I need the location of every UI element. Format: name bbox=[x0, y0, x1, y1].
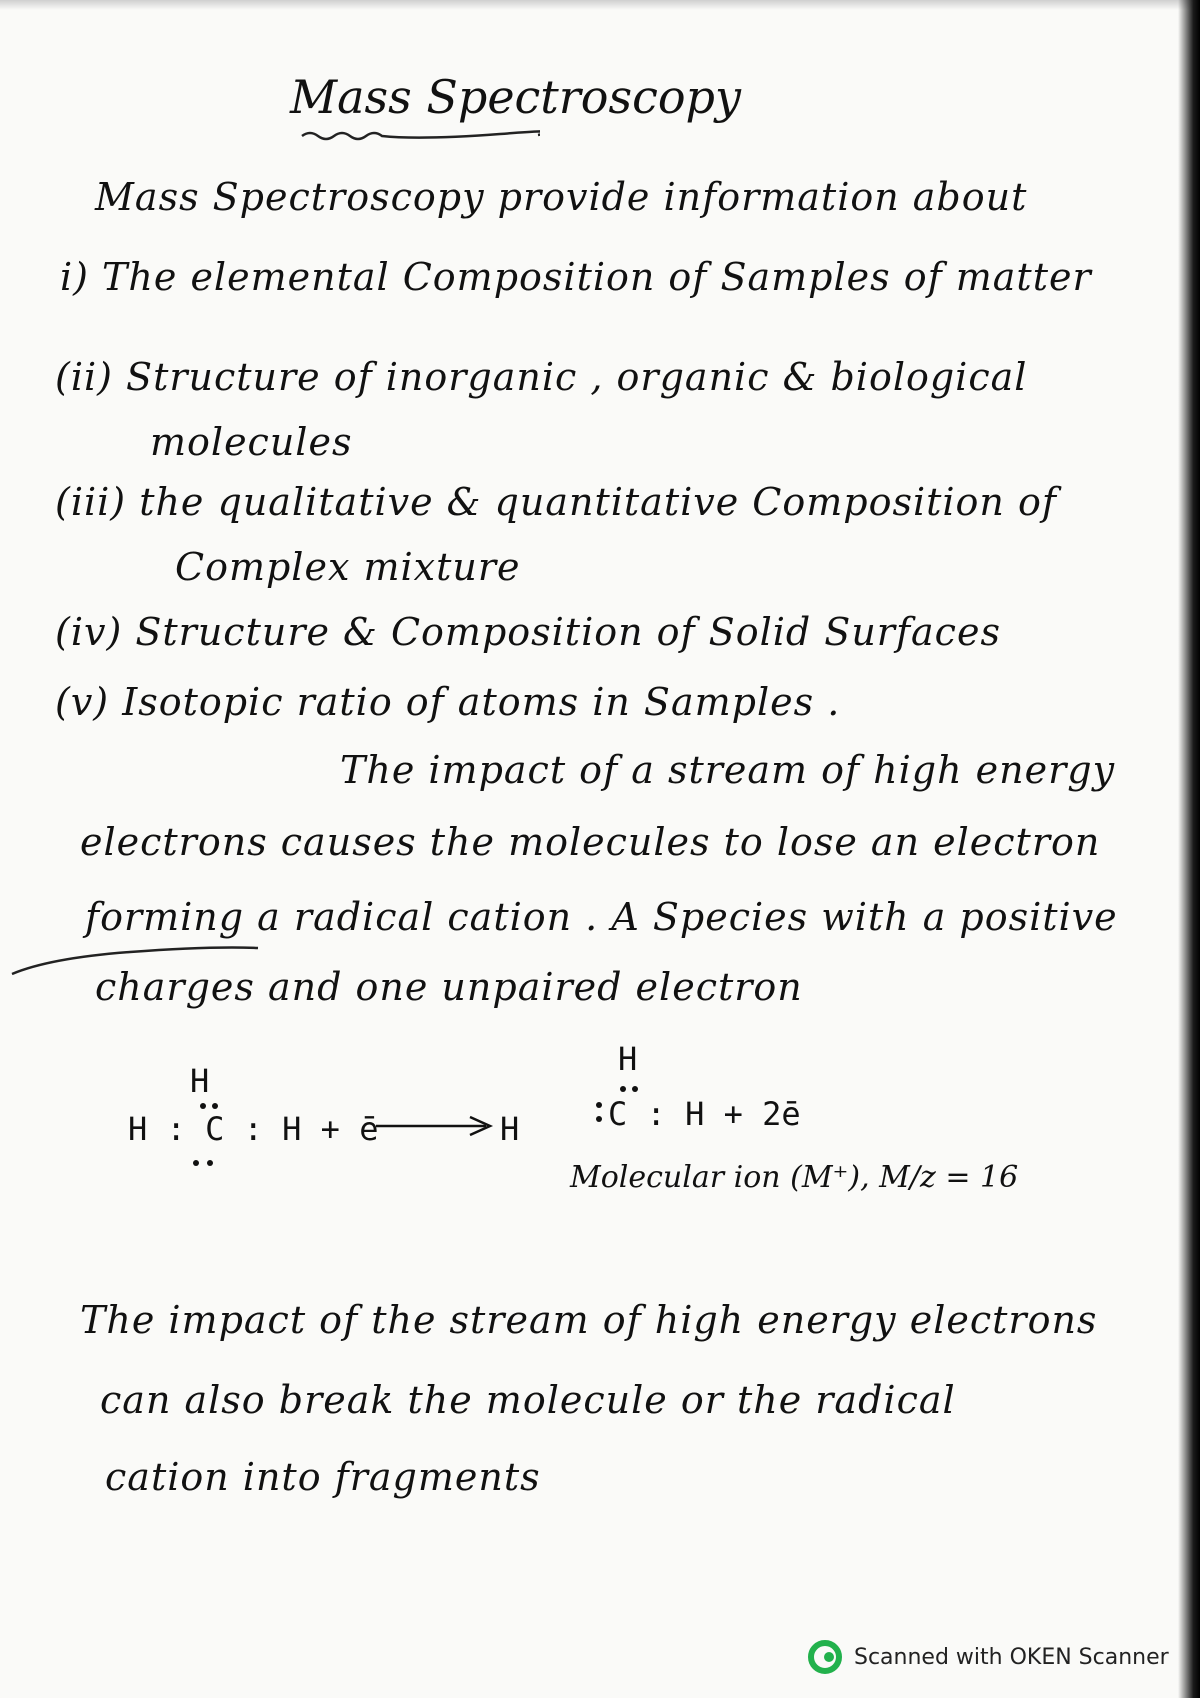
text-line-impact-3: forming a radical cation . A Species with a positive bbox=[85, 895, 1118, 939]
oken-scanner-icon bbox=[808, 1640, 842, 1674]
equation-right-side: C : H + 2ē bbox=[608, 1095, 801, 1133]
text-line-fragment-1: The impact of the stream of high energy electrons bbox=[80, 1298, 1098, 1342]
electron-dot bbox=[620, 1086, 626, 1092]
electron-dot bbox=[596, 1116, 602, 1122]
text-line-fragment-2: can also break the molecule or the radical bbox=[100, 1378, 956, 1422]
scanner-watermark bbox=[808, 1640, 1169, 1674]
electron-dot bbox=[193, 1160, 199, 1166]
text-line-intro: Mass Spectroscopy provide information about bbox=[95, 175, 1028, 219]
text-line-item-4: (iv) Structure & Composition of Solid Surfaces bbox=[55, 610, 1001, 654]
electron-dot bbox=[207, 1160, 213, 1166]
page-edge-shadow-top bbox=[0, 0, 1200, 10]
scanner-watermark-text: Scanned with OKEN Scanner bbox=[854, 1644, 1169, 1670]
equation-caption: Molecular ion (M⁺), M/z = 16 bbox=[570, 1160, 1019, 1195]
equation-left-side: H : C : H + ē bbox=[128, 1110, 379, 1148]
page-title: Mass Spectroscopy bbox=[290, 70, 741, 124]
text-line-item-1: i) The elemental Composition of Samples of matter bbox=[60, 255, 1092, 299]
text-line-fragment-3: cation into fragments bbox=[105, 1455, 541, 1499]
equation-right-h: H bbox=[500, 1110, 520, 1148]
electron-dot bbox=[632, 1086, 638, 1092]
text-line-item-2: (ii) Structure of inorganic , organic & biological bbox=[55, 355, 1028, 399]
text-line-item-5: (v) Isotopic ratio of atoms in Samples . bbox=[55, 680, 841, 724]
equation-top-h-left: H bbox=[190, 1062, 210, 1100]
text-line-item-3-cont: Complex mixture bbox=[175, 545, 521, 589]
page-edge-shadow-right bbox=[1178, 0, 1200, 1698]
electron-dot bbox=[200, 1103, 206, 1109]
electron-dot bbox=[212, 1103, 218, 1109]
electron-dot bbox=[596, 1102, 602, 1108]
text-line-item-2-cont: molecules bbox=[150, 420, 353, 464]
title-underline bbox=[300, 130, 540, 142]
equation-top-h-right: H bbox=[618, 1040, 638, 1078]
text-line-item-3: (iii) the qualitative & quantitative Composition of bbox=[55, 480, 1057, 524]
text-line-impact-1: The impact of a stream of high energy bbox=[340, 748, 1116, 792]
text-line-impact-2: electrons causes the molecules to lose an electron bbox=[80, 820, 1101, 864]
text-line-impact-4: charges and one unpaired electron bbox=[95, 965, 803, 1009]
reaction-arrow-icon bbox=[374, 1114, 494, 1138]
